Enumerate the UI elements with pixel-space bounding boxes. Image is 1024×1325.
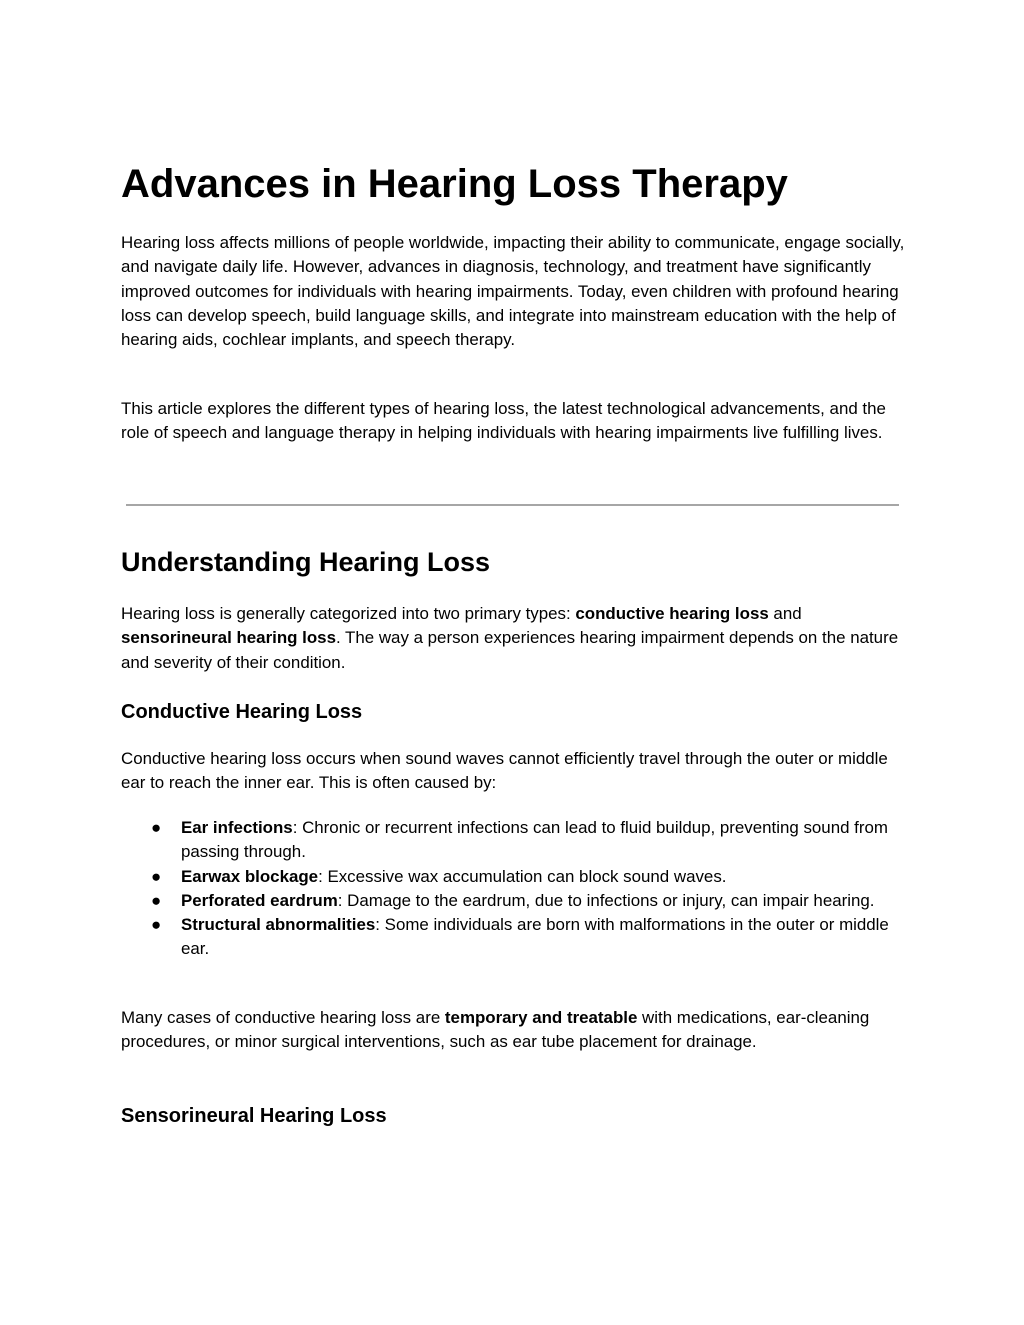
- list-item: [121, 865, 906, 889]
- understanding-paragraph: [121, 602, 906, 675]
- list-item: [121, 889, 906, 913]
- section-divider: [126, 504, 899, 506]
- subheading-sensorineural: Sensorineural Hearing Loss: [121, 1105, 387, 1127]
- list-item-desc: : Excessive wax accumulation can block sound waves.: [318, 866, 727, 886]
- conductive-closing-paragraph: [121, 1006, 906, 1055]
- list-item: [121, 816, 906, 865]
- list-item-term: Earwax blockage: [181, 866, 319, 886]
- list-item-desc: : Chronic or recurrent infections can lead to fluid buildup, preventing sound from passing through.: [181, 818, 888, 862]
- intro-paragraph-2: This article explores the different types of hearing loss, the latest technological advancements, and the role of speech and language therapy in helping individuals with hearing impairments live fulfilling lives.: [121, 399, 886, 443]
- bold-term-temporary: temporary and treatable: [444, 1008, 638, 1027]
- document-title: Advances in Hearing Loss Therapy: [121, 162, 788, 206]
- text-run: and: [768, 604, 802, 623]
- list-item-term: Ear infections: [181, 818, 293, 837]
- bold-term-sensorineural: sensorineural hearing loss: [121, 628, 336, 648]
- bullet-icon: ●: [151, 915, 162, 935]
- list-item-desc: : Damage to the eardrum, due to infections or injury, can impair hearing.: [337, 890, 875, 910]
- causes-list: [121, 816, 906, 962]
- text-run: with medications, ear-cleaning procedures, or minor surgical interventions, such as ear tube placement for drainage.: [121, 1008, 870, 1052]
- subheading-conductive: Conductive Hearing Loss: [121, 701, 363, 723]
- text-run: . The way a person experiences hearing impairment depends on the nature and severity of their condition.: [121, 628, 899, 672]
- text-run: Hearing loss is generally categorized into two primary types:: [121, 604, 576, 623]
- section-heading-understanding: Understanding Hearing Loss: [121, 547, 491, 577]
- list-item-term: Perforated eardrum: [181, 890, 338, 910]
- bullet-icon: ●: [151, 866, 162, 886]
- conductive-intro-paragraph: Conductive hearing loss occurs when sound waves cannot efficiently travel through the outer or middle ear to reach the inner ear. This is often caused by:: [121, 749, 888, 793]
- bullet-icon: ●: [151, 818, 162, 837]
- text-run: Many cases of conductive hearing loss are: [121, 1008, 445, 1027]
- list-item: [121, 913, 906, 962]
- intro-paragraph-1: Hearing loss affects millions of people worldwide, impacting their ability to communicate, engage socially, and navigate daily life. However, advances in diagnosis, technology, and treatment have significantly improved outcomes for individuals with hearing impairments. Today, even children with profound hearing loss can develop speech, build language skills, and integrate into mainstream education with the help of hearing aids, cochlear implants, and speech therapy.: [121, 233, 905, 350]
- bold-term-conductive: conductive hearing loss: [575, 604, 769, 623]
- list-item-term: Structural abnormalities: [181, 915, 376, 935]
- bullet-icon: ●: [151, 890, 162, 910]
- list-item-desc: : Some individuals are born with malformations in the outer or middle ear.: [181, 915, 889, 959]
